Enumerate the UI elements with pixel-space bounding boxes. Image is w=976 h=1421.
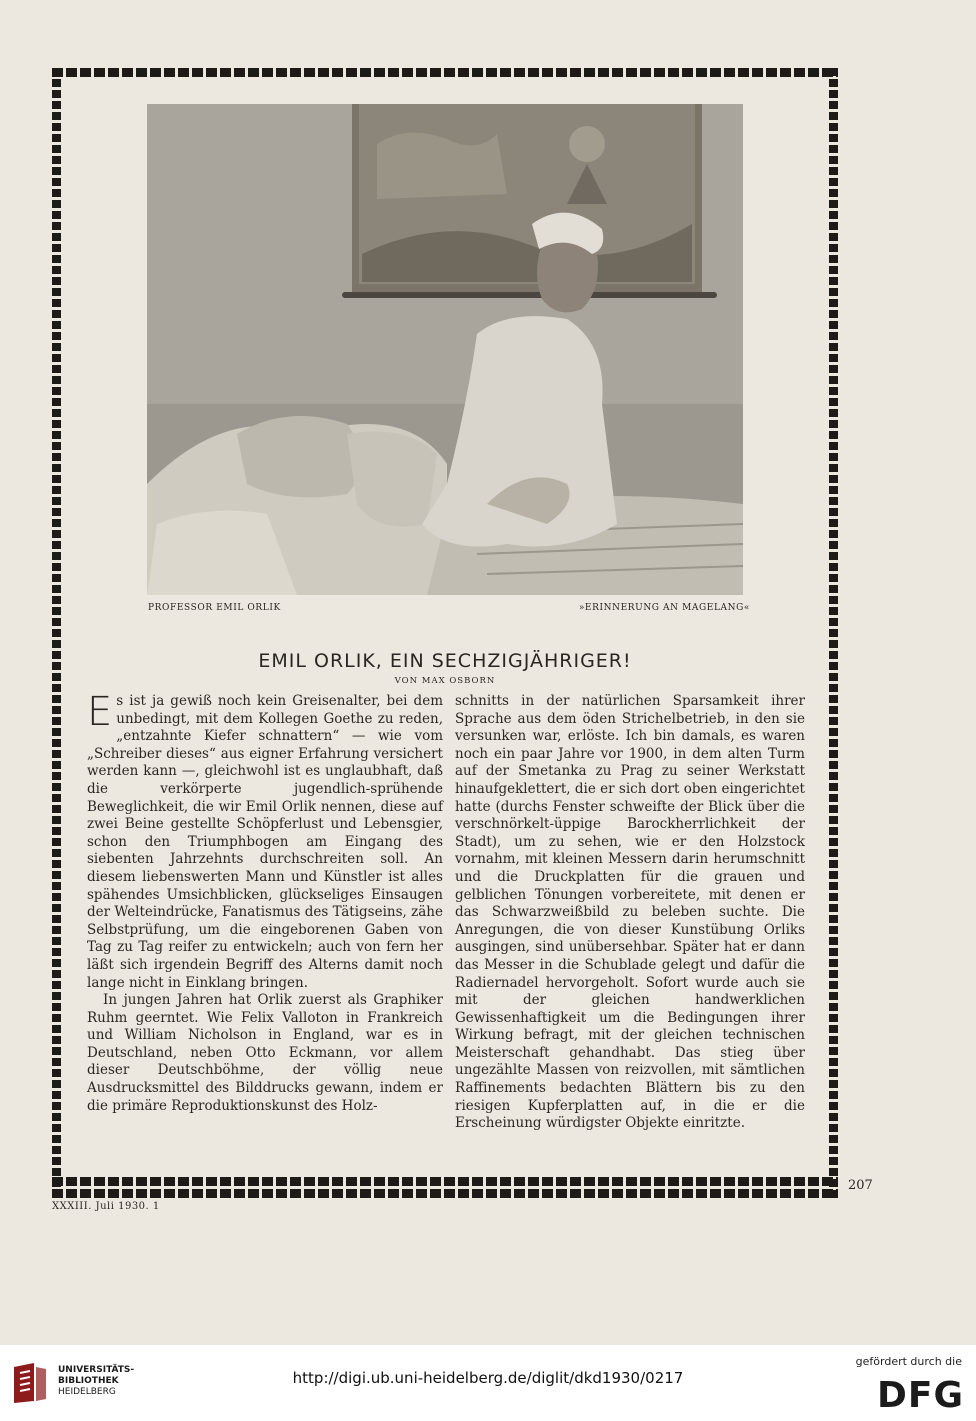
painting-reproduction — [147, 104, 743, 595]
caption-title: »ERINNERUNG AN MAGELANG« — [578, 603, 750, 613]
page-number: 207 — [848, 1178, 873, 1193]
issue-line: XXXIII. Juli 1930. 1 — [52, 1201, 160, 1212]
digitization-footer — [0, 1345, 976, 1421]
source-url-link[interactable]: http://digi.ub.uni-heidelberg.de/diglit/dkd1930/0217 — [292, 1369, 684, 1387]
border-right — [829, 68, 838, 1198]
text-column-left — [87, 689, 443, 1115]
library-line-2: BIBLIOTHEK — [58, 1376, 119, 1386]
border-top — [52, 68, 838, 77]
library-line-3: HEIDELBERG — [58, 1387, 116, 1397]
library-line-1: UNIVERSITÄTS- — [58, 1365, 135, 1375]
text-column-right — [455, 693, 805, 1133]
funding-label: gefördert durch die — [855, 1355, 962, 1368]
article-byline: VON MAX OSBORN — [394, 676, 496, 686]
article-title: EMIL ORLIK, EIN SECHZIGJÄHRIGER! — [258, 650, 632, 672]
drop-cap: E — [87, 689, 113, 735]
paragraph-text: s ist ja gewiß noch kein Greisenalter, bei dem unbedingt, mit dem Kollegen Goethe zu reden, „entzahnte Kiefer schnattern“ — wie vom „Schreiber dieses“ aus eigner Erfahrung versichert werden kann —, gleichwohl ist es unglaubhaft, daß die verkörperte jugendlich-sprühende Beweglichkeit, die wir Emil Orlik nennen, diese auf zwei Beine gestellte Schöpferlust und Lebensgier, schon den Triumphbogen am Eingang des siebenten Jahrzehnts durchschreiten soll. An diesem liebenswerten Mann und Künstler ist alles spähendes Umsichblicken, glückseliges Einsaugen der Welteindrücke, Fanatismus des Tätigseins, zähe Selbstprüfung, um die eingeborenen Gaben von Tag zu Tag reifer zu entwickeln; auch von fern her läßt sich irgendein Begriff des Alterns damit noch lange nicht in Einklang bringen. — [87, 693, 443, 991]
border-bottom-inner — [52, 1177, 838, 1186]
border-bottom — [52, 1189, 838, 1198]
dfg-logo: DFG — [876, 1375, 964, 1416]
paragraph — [87, 689, 443, 992]
border-left — [52, 68, 61, 1198]
paragraph: schnitts in der natürlichen Sparsamkeit ihrer Sprache aus dem öden Strichelbetrieb, in den sie versunken war, erlöste. Ich bin damals, es waren noch ein paar Jahre vor 1900, in dem alten Turm auf der Smetanka zu Prag zu seiner Werkstatt hinaufgeklettert, die er sich dort oben eingerichtet hatte (durchs Fenster schweifte der Blick über die verschnörkelt-üppige Barockherrlichkeit der Stadt), um zu sehen, wie er den Holzstock vornahm, mit kleinen Messern darin herumschnitt und die Druckplatten für die grauen und gelblichen Tönungen vorbereitete, mit denen er das Schwarzweißbild zu beleben suchte. Die Anregungen, die von dieser Kunstübung Orliks ausgingen, sind unübersehbar. Später hat er dann das Messer in die Schublade gelegt und dafür die Radiernadel hervorgeholt. Sofort wurde auch sie mit der gleichen handwerklichen Gewissenhaftigkeit um die Bedingungen ihrer Wirkung befragt, mit der gleichen technischen Meisterschaft gehandhabt. Das stieg über ungezählte Massen von reizvollen, mit sämtlichen Raffinements bedachten Blättern bis zu den riesigen Kupferplatten auf, in die er die Erscheinung würdigster Objekte einritzte. — [455, 693, 805, 1132]
caption-artist: PROFESSOR EMIL ORLIK — [148, 603, 281, 613]
paragraph: In jungen Jahren hat Orlik zuerst als Graphiker Ruhm geerntet. Wie Felix Valloton in Frankreich und William Nicholson in England, war es in Deutschland, neben Otto Eckmann, vor allem dieser Deutschböhme, der völlig neue Ausdrucksmittel des Bilddrucks gewann, indem er die primäre Reproduktionskunst des Holz- — [87, 992, 443, 1114]
